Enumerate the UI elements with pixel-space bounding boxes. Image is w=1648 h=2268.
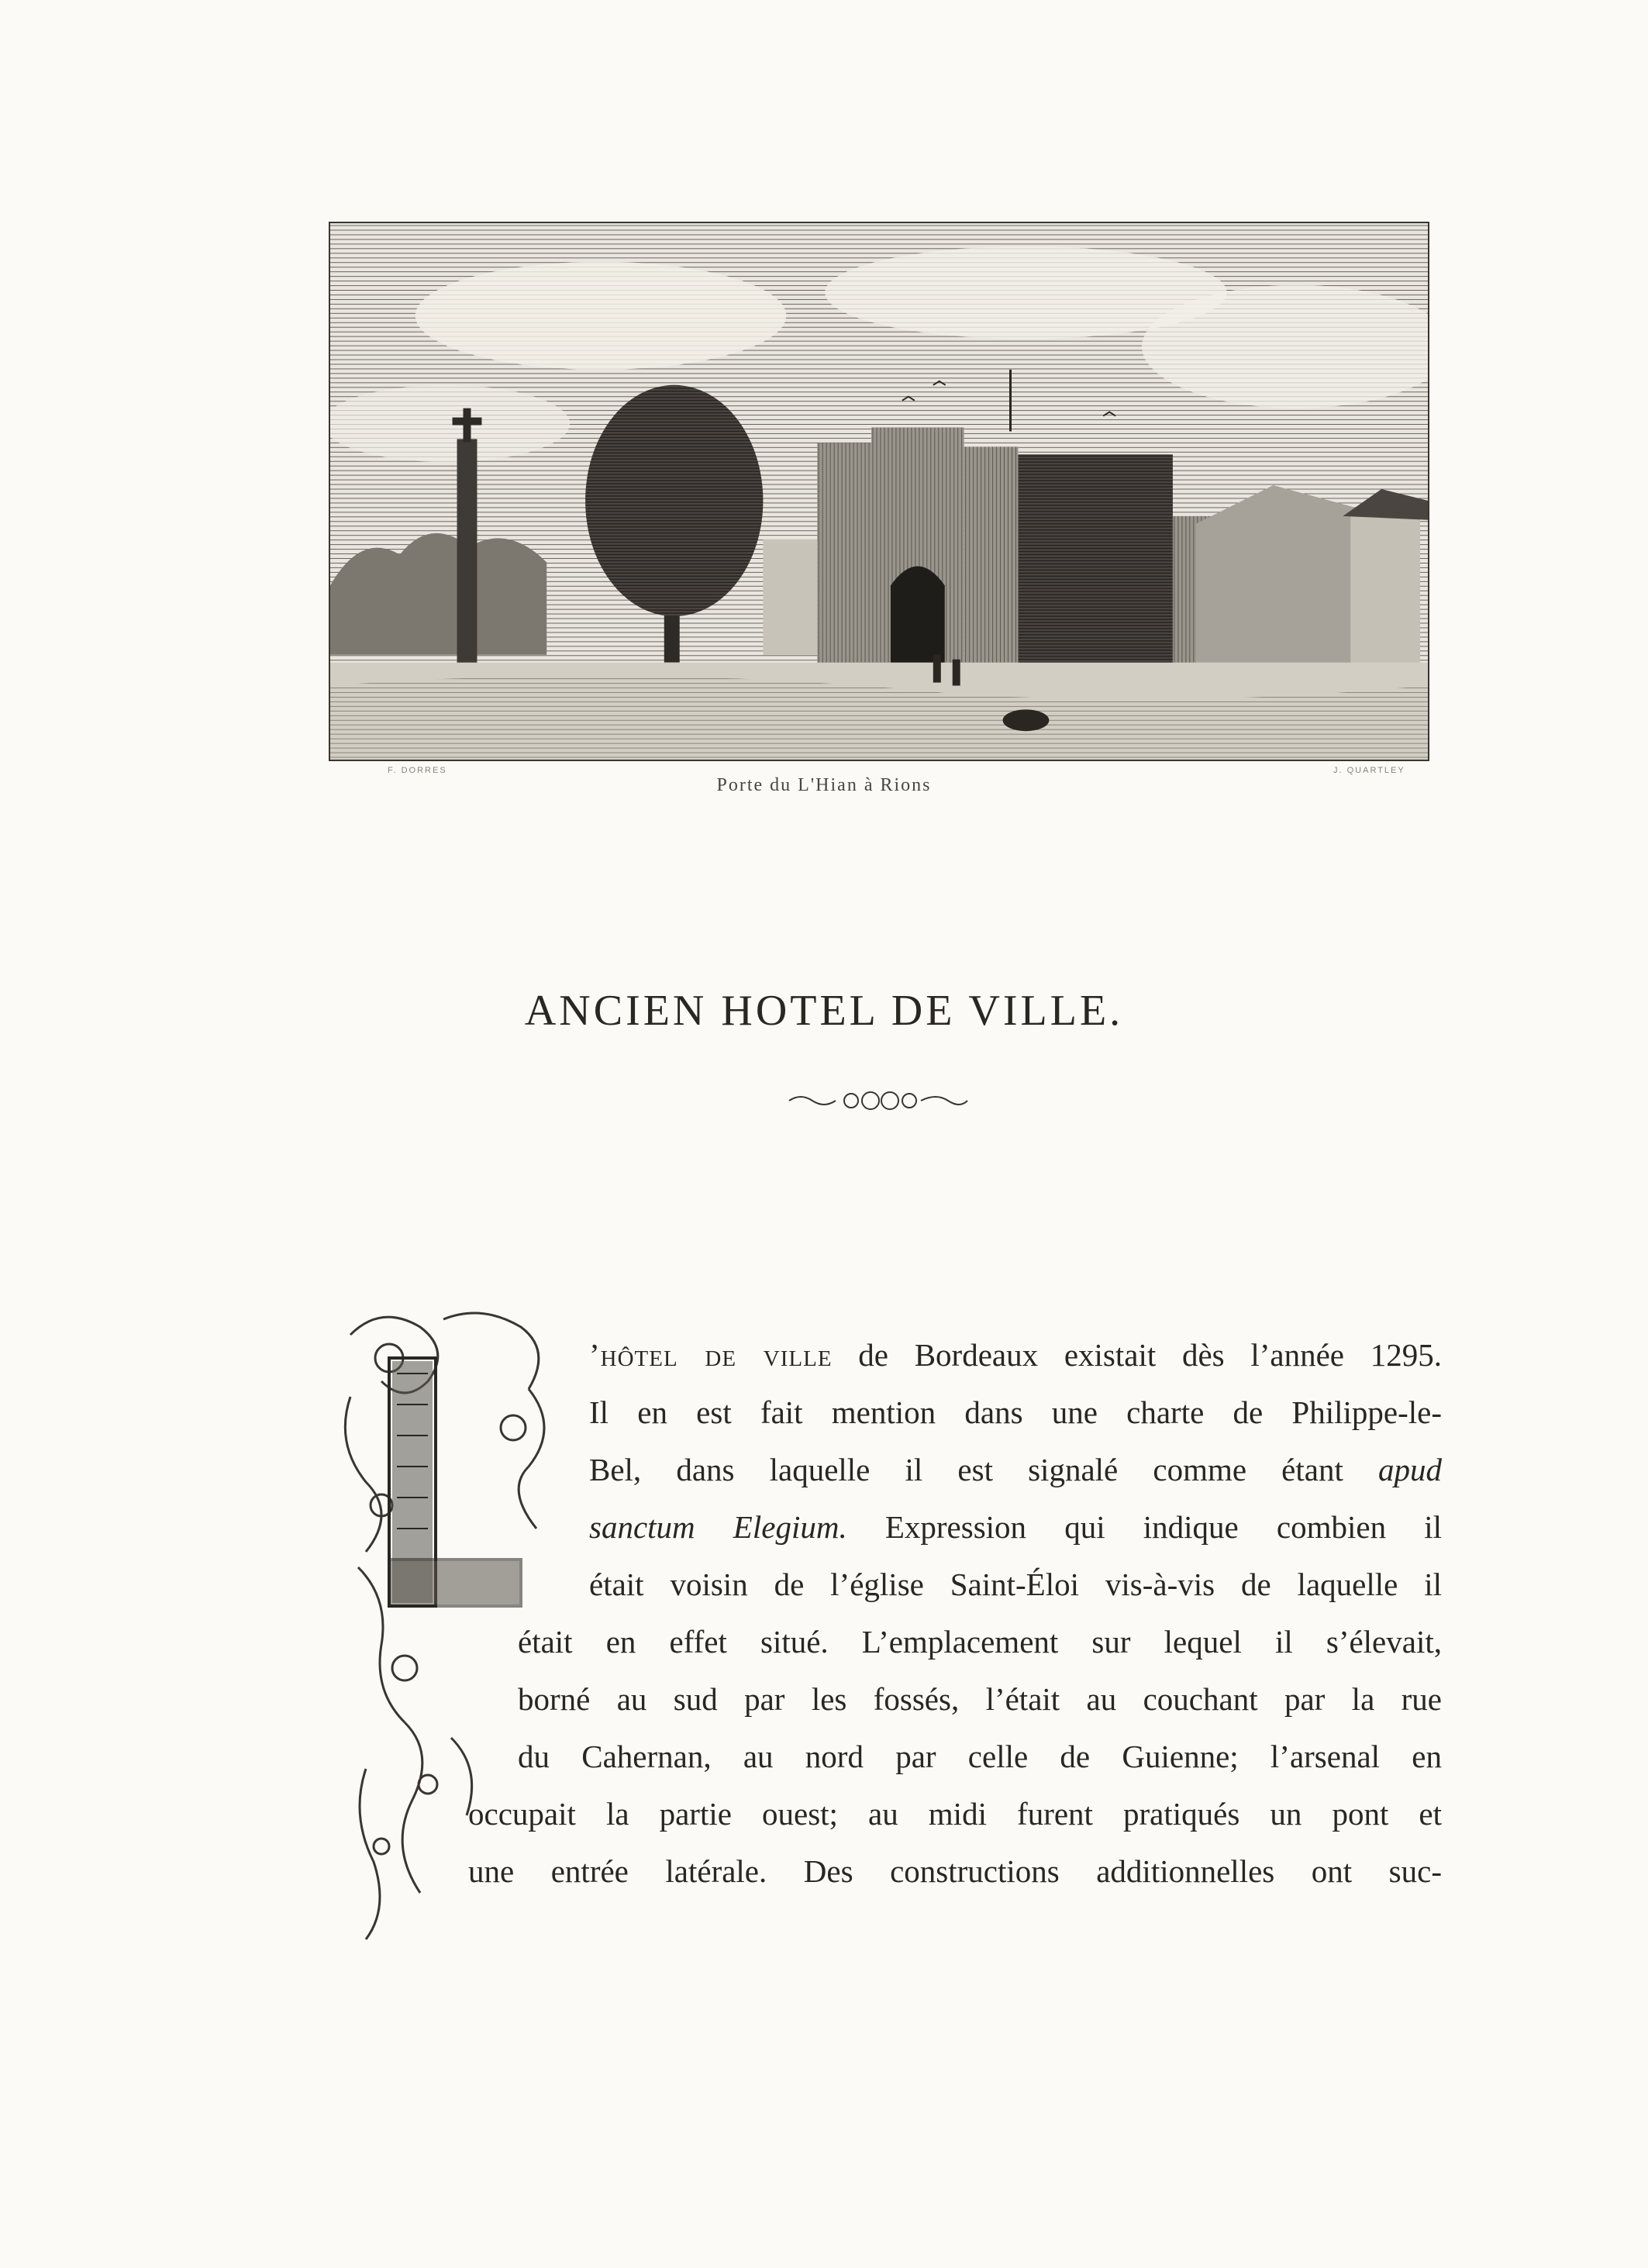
- text-line-9: occupait la partie ouest; au midi furent pratiqués un pont et: [468, 1796, 1442, 1832]
- text-line-8: du Cahernan, au nord par celle de Guienne; l’arsenal en: [518, 1739, 1442, 1774]
- ornamental-flourish-icon: [785, 1085, 971, 1116]
- text-line-1-rest: de Bordeaux existait dès l’année 1295.: [858, 1337, 1442, 1373]
- text-line-4-rest: Expression qui indique combien il: [884, 1509, 1443, 1545]
- text-line-4-italic: sanctum Elegium.: [589, 1509, 847, 1545]
- text-line-6: était en effet situé. L’emplacement sur lequel il s’élevait,: [518, 1624, 1442, 1660]
- engraver-credit-right: J. QUARTLEY: [1333, 766, 1405, 775]
- text-line-10: une entrée latérale. Des constructions additionnelles ont suc-: [468, 1853, 1442, 1889]
- small-caps-opening: ’hôtel de ville: [589, 1337, 833, 1373]
- text-line-2: Il en est fait mention dans une charte de Philippe-le-: [589, 1394, 1442, 1430]
- text-line-3-a: Bel, dans laquelle il est signalé comme étant: [589, 1452, 1343, 1487]
- text-line-5: était voisin de l’église Saint-Éloi vis-à-vis de laquelle il: [589, 1567, 1442, 1602]
- text-line-3: [589, 1446, 1442, 1493]
- chapter-title: ANCIEN HOTEL DE VILLE.: [524, 986, 1124, 1035]
- text-line-3-italic: apud: [1378, 1452, 1443, 1487]
- illustration-caption: Porte du L'Hian à Rions: [716, 775, 932, 795]
- text-line-7: borné au sud par les fossés, l’était au couchant par la rue: [518, 1681, 1442, 1717]
- text-line-4: [589, 1504, 1442, 1550]
- town-gate-engraving: [330, 223, 1428, 760]
- text-line-1: [589, 1332, 1442, 1378]
- engraving-illustration: [329, 222, 1429, 761]
- engraver-credit-left: F. DORRES: [388, 766, 447, 775]
